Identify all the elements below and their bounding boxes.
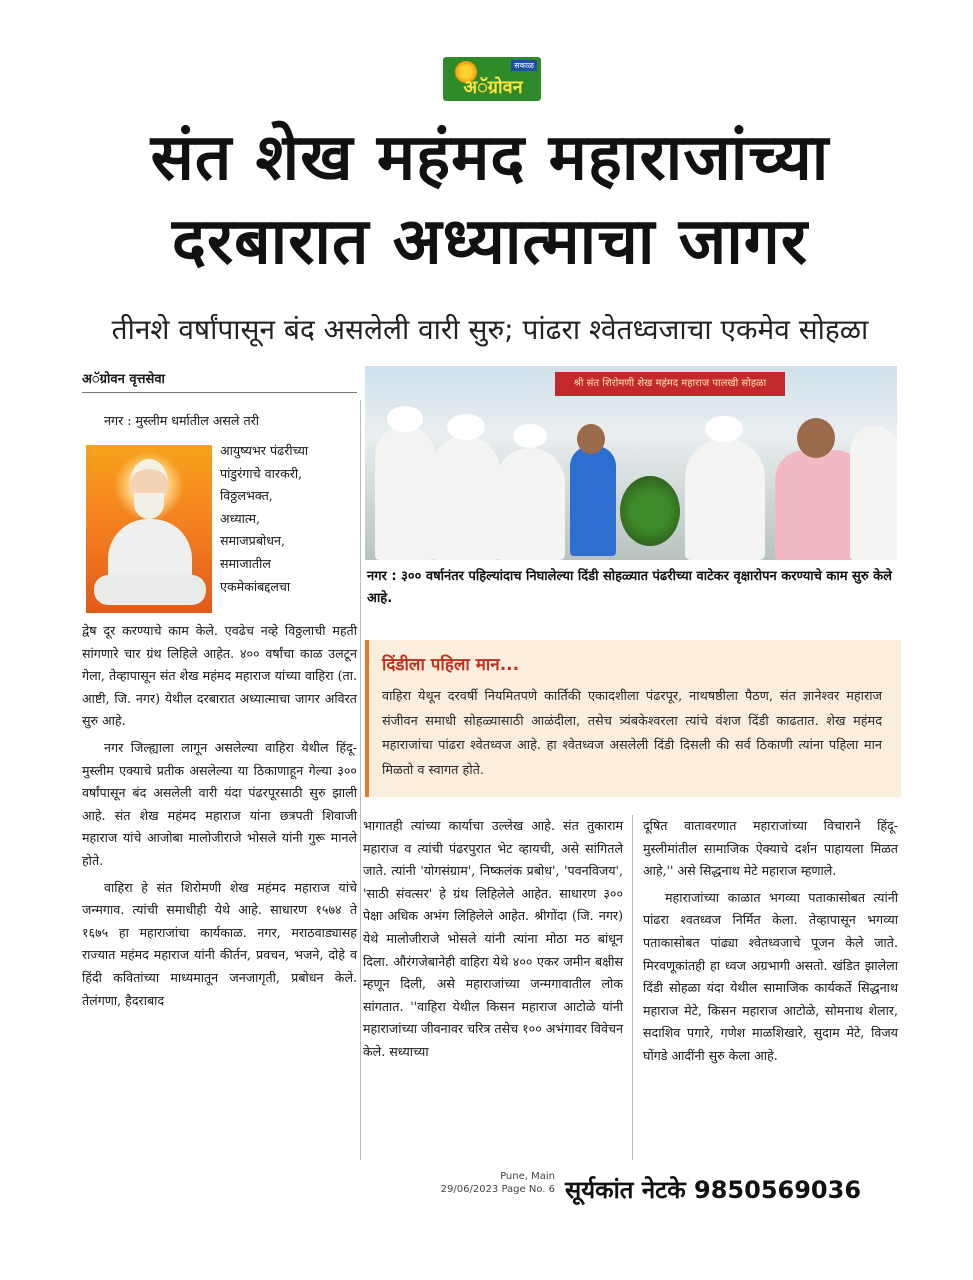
column-divider bbox=[360, 400, 361, 1160]
credit: सूर्यकांत नेटके 9850569036 bbox=[565, 1176, 862, 1204]
headline-line-2: दरबारात अध्यात्माचा जागर bbox=[171, 205, 809, 279]
paragraph: महाराजांच्या काळात भगव्या पताकासोबत त्यांनी पांढरा श्वतध्वज निर्मित केला. तेव्हापासून भगव्या पताकासोबत पांढ्या श्वेतध्वजाचे पूजन केले जाते. मिरवणूकांतही हा ध्वज अग्रभागी असतो. खंडित झालेला दिंडी सोहळा यंदा येथील सामाजिक कार्यकर्ते सिद्धनाथ महाराज मेटे, किसन महाराज आटोळे, सोमनाथ शेलार, सदाशिव पगारे, गणेश माळशिखारे, सुदाम मेटे, विजय घोंगडे आदींनी सुरु केला आहे. bbox=[643, 889, 898, 1063]
byline: अॅग्रोवन वृत्तसेवा bbox=[82, 372, 165, 387]
photo-banner: श्री संत शिरोमणी शेख महंमद महाराज पालखी सोहळा bbox=[555, 372, 785, 396]
photo-caption: नगर : ३०० वर्षानंतर पहिल्यांदाच निघालेल्या दिंडी सोहळ्यात पंढरीच्या वाटेकर वृक्षारोपन करण्याचे काम सुरु केले आहे. bbox=[367, 569, 892, 606]
column-3-body bbox=[643, 815, 898, 1068]
column-divider bbox=[632, 815, 633, 1160]
wrap-line: एकमेकांबद्दलचा bbox=[220, 578, 291, 594]
column-2-body bbox=[363, 815, 623, 1064]
column-1-body bbox=[82, 620, 357, 1012]
wrap-line: समाजातील bbox=[220, 555, 271, 571]
logo-tag: सकाळ bbox=[511, 60, 537, 71]
wrap-line: समाजप्रबोधन, bbox=[220, 533, 286, 549]
column-1-lead bbox=[82, 410, 357, 433]
paragraph: दूषित वातावरणात महाराजांच्या विचाराने हिंदू-मुस्लीमांतील सामाजिक ऐक्याचे दर्शन पाहायला मिळत आहे,'' असे सिद्धनाथ मेटे महाराज म्हणाले. bbox=[643, 818, 898, 879]
paragraph: वाहिरा हे संत शिरोमणी शेख महंमद महाराज यांचे जन्मगाव. त्यांची समाधीही येथे आहे. साधारण १५७४ ते १६७५ हा महाराजांचा कार्यकाळ. नगर, मराठवाड्यासह राज्यात महंमद महाराज यांनी कीर्तन, प्रवचन, भजने, दोहे व हिंदी कवितांच्या माध्यमातून जनजागृती, प्रबोधन केले. तेलंगणा, हैदराबाद bbox=[82, 879, 357, 1008]
agrowon-logo bbox=[443, 57, 541, 101]
edition: Pune, Main bbox=[500, 1171, 555, 1182]
subheadline: तीनशे वर्षांपासून बंद असलेली वारी सुरु; पांढरा श्वेतध्वजाचा एकमेव सोहळा bbox=[111, 313, 869, 346]
logo-name: अॅग्रोवन bbox=[463, 77, 523, 98]
paragraph: नगर जिल्ह्याला लागून असलेल्या वाहिरा येथील हिंदू-मुस्लीम एक्याचे प्रतीक असलेल्या या ठिकाणाहून गेल्या ३०० वर्षांपासून बंद असलेली वारी यंदा पंढरपूरसाठी सुरु झाली आहे. संत शेख महंमद महाराज यांना छत्रपती शिवाजी महाराज यांचे आजोबा मालोजीराजे भोसले यांनी गुरू मानले होते. bbox=[82, 739, 357, 868]
sidebar-body: वाहिरा येथून दरवर्षी नियमितपणे कार्तिकी एकादशीला पंढरपूर, नाथषष्ठीला पैठण, संत ज्ञानेश्वर महाराज संजीवन समाधी सोहळ्यासाठी आळंदीला, तसेच त्र्यंबकेश्वरला त्यांचे वंशज दिंडी काढतात. शेख महंमद महाराजांचा पांढरा श्वेतध्वज आहे. हा श्वेतध्वज असलेली दिंडी दिसली की सर्व ठिकाणी त्यांना पहिला मान मिळतो व स्वागत होते. bbox=[382, 689, 882, 778]
saint-portrait bbox=[86, 445, 212, 613]
event-photo bbox=[365, 366, 897, 560]
date-page: 29/06/2023 Page No. 6 bbox=[440, 1184, 555, 1195]
lead-line: नगर : मुस्लीम धर्मातील असले तरी bbox=[104, 413, 260, 428]
paragraph: भागातही त्यांच्या कार्याचा उल्लेख आहे. संत तुकाराम महाराज व त्यांची पंढरपुरात भेट व्हायची, असे सांगितले जाते. त्यांनी 'योगसंग्राम', निष्कलंक प्रबोध', 'पवनविजय', 'साठी संवत्सर' हे ग्रंथ लिहिलेले आहेत. साधारण ३०० पेक्षा अधिक अभंग लिहिलेले आहेत. श्रीगोंदा (जि. नगर) येथे मालोजीराजे भोसले यांनी त्यांना मोठा मठ बांधून दिला. औरंगजेबानेही वाहिरा येथे ४०० एकर जमीन बक्षीस म्हणून दिली, असे महाराजांच्या जन्मगावातील लोक सांगतात. ''वाहिरा येथील किसन महाराज आटोळे यांनी महाराजांच्या जीवनावर चरित्र तसेच १०० अभंगावर विवेचन केले. सध्याच्या bbox=[363, 818, 624, 1059]
headline-line-1: संत शेख महंमद महाराजांच्या bbox=[150, 121, 830, 195]
column-1-wrap bbox=[220, 440, 357, 598]
dateline bbox=[420, 1170, 555, 1196]
sidebar-title: दिंडीला पहिला मान... bbox=[382, 655, 520, 675]
wrap-line: पांडुरंगाचे वारकरी, bbox=[220, 465, 303, 481]
byline-rule bbox=[82, 392, 357, 393]
wrap-line: अध्यात्म, bbox=[220, 510, 260, 526]
wrap-line: आयुष्यभर पंढरीच्या bbox=[220, 443, 309, 458]
wrap-line: विठ्ठलभक्त, bbox=[220, 488, 273, 504]
paragraph: द्वेष दूर करण्याचे काम केले. एवढेच नव्हे विठ्ठलाची महती सांगणारे चार ग्रंथ लिहिले आहेत. ४०० वर्षांचा काळ उलटून गेला, तेव्हापासून संत शेख महंमद महाराज यांच्या वाहिरा (ता. आष्टी, जि. नगर) येथील दरबारात अध्यात्माचा जागर अविरत सुरु आहे. bbox=[82, 623, 357, 729]
